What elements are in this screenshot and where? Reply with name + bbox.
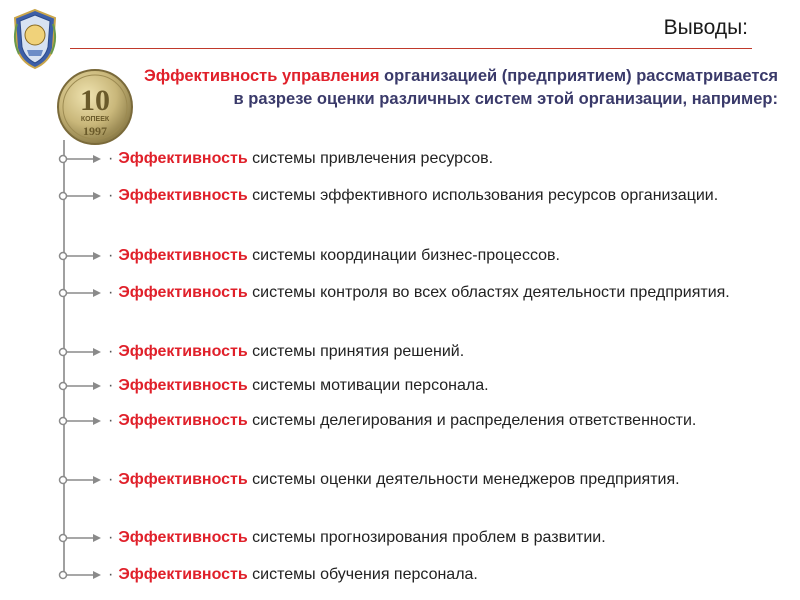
item-keyword: Эффективность: [118, 412, 248, 429]
coin-unit: КОПЕЕК: [80, 116, 110, 123]
item-keyword: Эффективность: [118, 284, 248, 301]
bullet: ·: [108, 377, 114, 394]
coin-denomination: 10: [80, 84, 110, 117]
item-text: системы обучения персонала.: [247, 566, 478, 583]
coin-icon: [56, 68, 134, 146]
bullet: ·: [108, 412, 114, 429]
item-keyword: Эффективность: [118, 187, 248, 204]
item-keyword: Эффективность: [118, 150, 248, 167]
item-keyword: Эффективность: [118, 529, 248, 546]
intro-text: [138, 65, 778, 111]
arrow-icon: [57, 532, 105, 544]
arrow-icon: [57, 474, 105, 486]
item-keyword: Эффективность: [118, 566, 248, 583]
title-divider: [70, 48, 752, 49]
item-keyword: Эффективность: [118, 343, 248, 360]
coin-year: 1997: [83, 124, 107, 138]
list-item: [108, 341, 768, 363]
item-text: системы привлечения ресурсов.: [247, 150, 494, 167]
list-item: [108, 375, 768, 397]
item-keyword: Эффективность: [118, 377, 248, 394]
list-item: [108, 148, 768, 170]
item-text: системы координации бизнес-процессов.: [247, 247, 560, 264]
university-emblem-icon: [11, 8, 59, 70]
arrow-icon: [57, 190, 105, 202]
arrow-icon: [57, 287, 105, 299]
list-item: [108, 564, 768, 586]
bullet: ·: [108, 566, 114, 583]
item-keyword: Эффективность: [118, 471, 248, 488]
item-text: системы мотивации персонала.: [247, 377, 489, 394]
list-item: [108, 185, 768, 207]
item-text: системы эффективного использования ресурсов организации.: [247, 187, 719, 204]
intro-accent: Эффективность управления: [143, 67, 380, 85]
bullet: ·: [108, 471, 114, 488]
item-keyword: Эффективность: [118, 247, 248, 264]
connector-line: [63, 140, 65, 576]
bullet: ·: [108, 150, 114, 167]
arrow-icon: [57, 153, 105, 165]
item-text: системы контроля во всех областях деятельности предприятия.: [247, 284, 730, 301]
item-text: системы прогнозирования проблем в развитии.: [247, 529, 606, 546]
list-item: [108, 527, 768, 549]
bullet: ·: [108, 529, 114, 546]
arrow-icon: [57, 250, 105, 262]
intro-rest: организацией (предприятием) рассматривается в разрезе оценки различных систем этой организации, например:: [233, 67, 778, 108]
arrow-icon: [57, 569, 105, 581]
list-item: [108, 282, 768, 304]
bullet: ·: [108, 247, 114, 264]
list-item: [108, 469, 768, 491]
bullet: ·: [108, 343, 114, 360]
list-item: [108, 410, 768, 432]
bullet: ·: [108, 284, 114, 301]
bullet: ·: [108, 187, 114, 204]
page-title: Выводы:: [663, 16, 748, 39]
item-text: системы оценки деятельности менеджеров предприятия.: [247, 471, 680, 488]
list-item: [108, 245, 768, 267]
item-text: системы принятия решений.: [247, 343, 465, 360]
arrow-icon: [57, 346, 105, 358]
arrow-icon: [57, 380, 105, 392]
arrow-icon: [57, 415, 105, 427]
item-text: системы делегирования и распределения ответственности.: [247, 412, 697, 429]
